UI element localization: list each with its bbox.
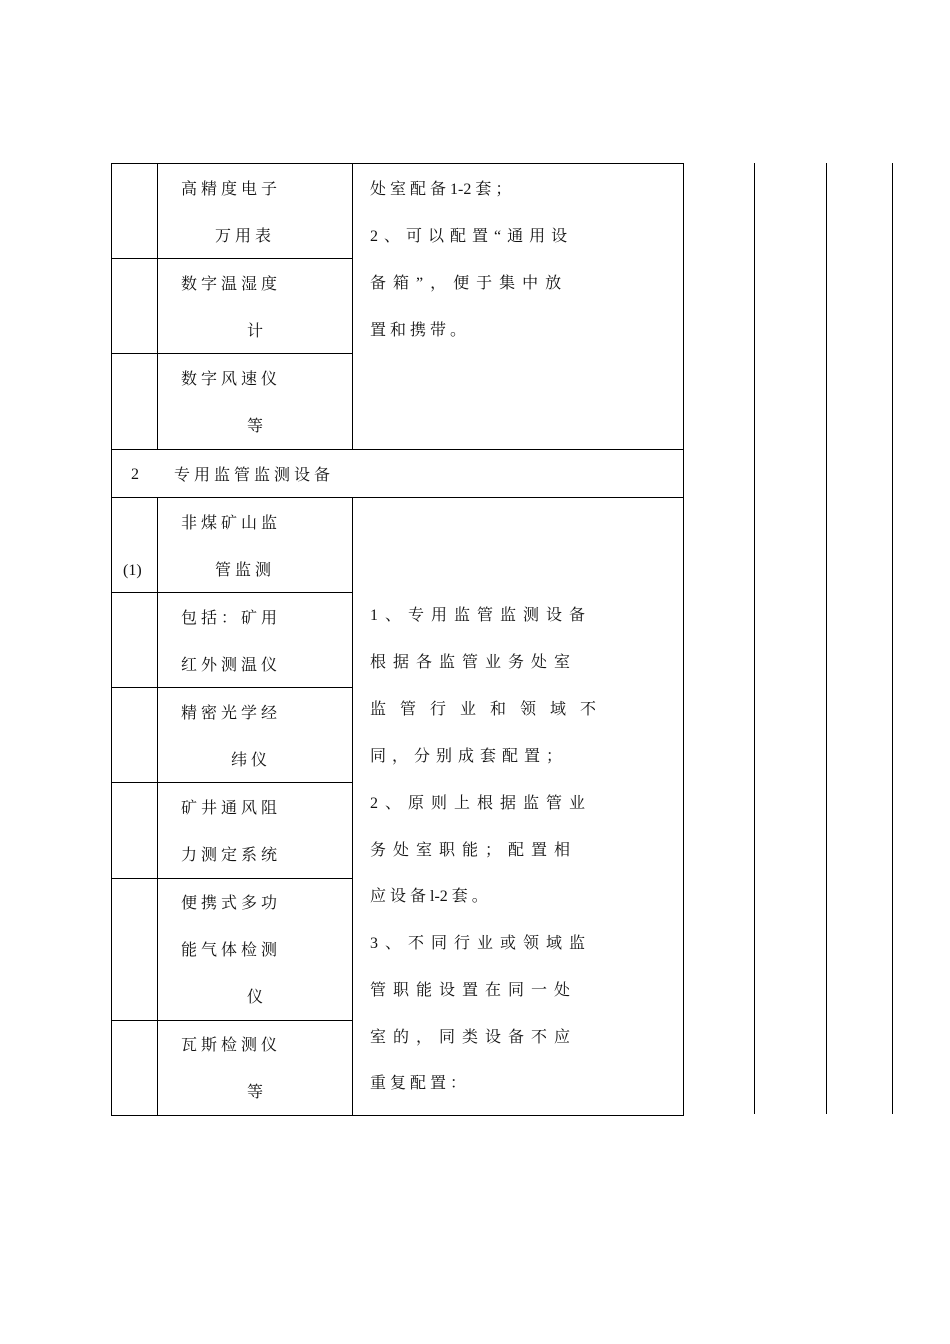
row-sep xyxy=(111,1020,353,1021)
notes-text: 重 复 配 置 ： xyxy=(370,1075,467,1092)
notes-text: 室 的 ， 同 类 设 备 不 应 xyxy=(370,1029,572,1046)
item-cell-text: 纬 仪 xyxy=(231,752,268,769)
item-cell-text: 能 气 体 检 测 xyxy=(181,942,278,959)
item-cell-text: 矿 井 通 风 阻 xyxy=(181,800,278,817)
table-border-left xyxy=(111,163,112,1116)
item-cell-text: 计 xyxy=(247,323,264,340)
item-cell-text: 包 括 ： 矿 用 xyxy=(181,610,278,627)
item-cell-text: 万 用 表 xyxy=(215,228,272,245)
col-sep-num xyxy=(157,163,158,449)
section-number: 2 xyxy=(131,466,139,483)
row-sep xyxy=(111,687,353,688)
notes-text: 同 ， 分 别 成 套 配 置 ； xyxy=(370,748,564,765)
notes-text: 务 处 室 职 能 ； 配 置 相 xyxy=(370,842,572,859)
item-cell-text: 等 xyxy=(247,1084,264,1101)
row-number: (1) xyxy=(123,562,142,579)
row-sep xyxy=(111,497,684,498)
row-sep xyxy=(111,878,353,879)
col-sep-item xyxy=(352,163,353,449)
notes-text: 备 箱 ” ， 便 于 集 中 放 xyxy=(370,275,563,292)
item-cell-text: 管 监 测 xyxy=(215,562,272,579)
margin-line xyxy=(892,163,893,1114)
col-sep-num xyxy=(157,497,158,1116)
notes-text: 管 职 能 设 置 在 同 一 处 xyxy=(370,982,572,999)
row-sep xyxy=(111,782,353,783)
notes-text: 根 据 各 监 管 业 务 处 室 xyxy=(370,654,572,671)
item-cell-text: 高 精 度 电 子 xyxy=(181,181,278,198)
row-sep xyxy=(111,592,353,593)
item-cell-text: 红 外 测 温 仪 xyxy=(181,657,278,674)
table-border-bottom xyxy=(111,1115,684,1116)
row-sep xyxy=(111,449,684,450)
item-cell-text: 数 字 温 湿 度 xyxy=(181,276,278,293)
notes-text: 处 室 配 备 1-2 套 ； xyxy=(370,181,512,198)
col-sep-item xyxy=(352,497,353,1116)
margin-line xyxy=(754,163,755,1114)
notes-text: 3 、 不 同 行 业 或 领 域 监 xyxy=(370,935,587,952)
table-border-top xyxy=(111,163,684,164)
row-sep xyxy=(111,353,353,354)
item-cell-text: 便 携 式 多 功 xyxy=(181,895,278,912)
notes-text: 2 、 原 则 上 根 据 监 管 业 xyxy=(370,795,587,812)
item-cell-text: 仪 xyxy=(247,989,264,1006)
section-title: 专 用 监 管 监 测 设 备 xyxy=(174,467,331,484)
notes-text: 2 、 可 以 配 置 “ 通 用 设 xyxy=(370,228,569,245)
notes-text: 监 管 行 业 和 领 域 不 xyxy=(370,701,602,718)
item-cell-text: 数 字 风 速 仪 xyxy=(181,371,278,388)
item-cell-text: 力 测 定 系 统 xyxy=(181,847,278,864)
margin-line xyxy=(826,163,827,1114)
table-border-right xyxy=(683,163,684,1116)
item-cell-text: 瓦 斯 检 测 仪 xyxy=(181,1037,278,1054)
notes-text: 置 和 携 带 。 xyxy=(370,322,467,339)
item-cell-text: 精 密 光 学 经 xyxy=(181,705,278,722)
notes-text: 应 设 备 l-2 套 。 xyxy=(370,888,488,905)
row-sep xyxy=(111,258,353,259)
notes-text: 1 、 专 用 监 管 监 测 设 备 xyxy=(370,607,587,624)
item-cell-text: 非 煤 矿 山 监 xyxy=(181,515,278,532)
item-cell-text: 等 xyxy=(247,418,264,435)
